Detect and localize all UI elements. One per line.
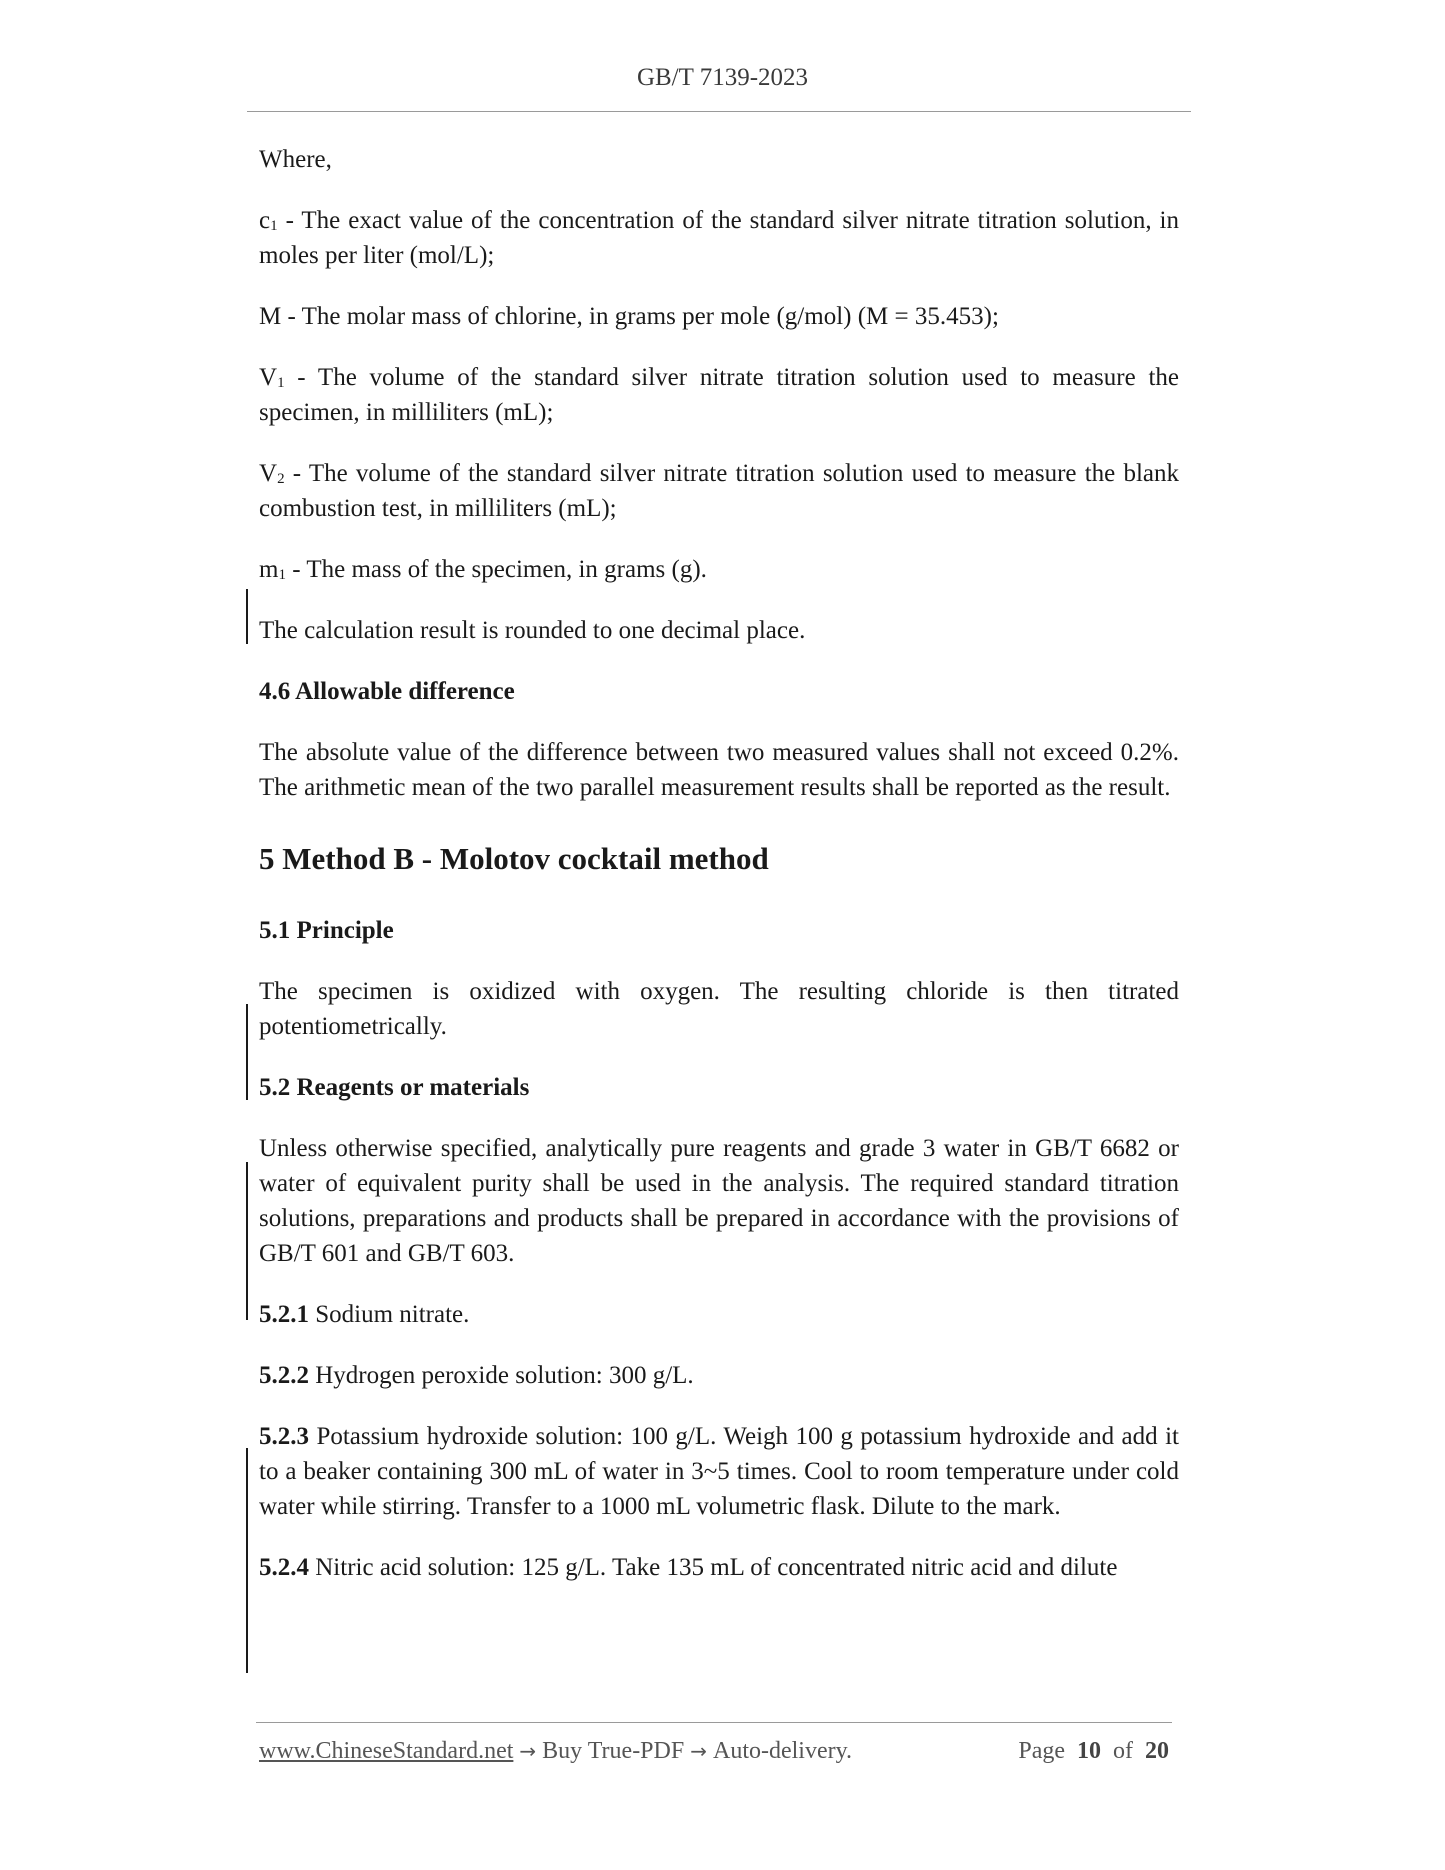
rounding-note: The calculation result is rounded to one decimal place. [259,617,806,644]
header-divider [247,111,1191,112]
item-5-2-4: 5.2.4 Nitric acid solution: 125 g/L. Take 135 mL of concentrated nitric acid and dilute [259,1554,1118,1581]
page-number: Page 10 of 20 [1018,1738,1169,1764]
definition-m-molar: M - The molar mass of chlorine, in grams per mole (g/mol) (M = 35.453); [259,303,999,330]
arrow-right-icon: → [519,1739,537,1763]
section-5-1-heading: 5.1 Principle [259,917,394,944]
change-bar [246,1004,248,1100]
change-bar [246,589,248,644]
definition-c1: $c_1$ - The exact value of the concentration of the standard silver nitrate titration solution, in moles per liter (mol/L); [259,207,1179,269]
footer-promo [259,1738,852,1765]
website-link[interactable]: www.ChineseStandard.net [259,1738,514,1764]
change-bar [246,1448,248,1673]
definition-v1: $V_1$ - The volume of the standard silver nitrate titration solution used to measure the specimen, in milliliters (mL); [259,364,1179,426]
footer-divider [256,1722,1172,1723]
auto-delivery-text: Auto-delivery. [712,1738,853,1764]
buy-pdf-text: Buy True-PDF [542,1738,685,1764]
item-5-2-3: 5.2.3 Potassium hydroxide solution: 100 g/L. Weigh 100 g potassium hydroxide and add it to a beaker containing 300 mL of water in 3~5 times. Cool to room temperature under cold water while stirring. Transfer to a 1000 mL volumetric flask. Dilute to the mark. [259,1423,1179,1520]
change-bar [246,1162,248,1320]
definition-m1: $m_1$ - The mass of the specimen, in grams (g). [259,556,707,583]
document-body [259,142,1179,1611]
document-header-title: GB/T 7139-2023 [636,64,809,91]
item-5-2-2: 5.2.2 Hydrogen peroxide solution: 300 g/L. [259,1362,694,1389]
arrow-right-icon: → [690,1739,707,1763]
section-5-2-text: Unless otherwise specified, analytically pure reagents and grade 3 water in GB/T 6682 or water of equivalent purity shall be used in the analysis. The required standard titration solutions, preparations and products shall be prepared in accordance with the provisions of GB/T 601 and GB/T 603. [259,1135,1179,1267]
item-5-2-1: 5.2.1 Sodium nitrate. [259,1301,470,1328]
section-5-1-text: The specimen is oxidized with oxygen. The resulting chloride is then titrated potentiometrically. [259,978,1179,1040]
where-label: Where, [259,146,332,173]
section-5-heading: 5 Method B - Molotov cocktail method [259,841,769,876]
total-pages: 20 [1145,1738,1169,1764]
definition-v2: $V_2$ - The volume of the standard silver nitrate titration solution used to measure the blank combustion test, in milliliters (mL); [259,460,1179,522]
current-page: 10 [1077,1738,1101,1764]
section-4-6-heading: 4.6 Allowable difference [259,678,515,705]
section-5-2-heading: 5.2 Reagents or materials [259,1074,530,1101]
section-4-6-text: The absolute value of the difference between two measured values shall not exceed 0.2%. The arithmetic mean of the two parallel measurement results shall be reported as the result. [259,739,1179,801]
